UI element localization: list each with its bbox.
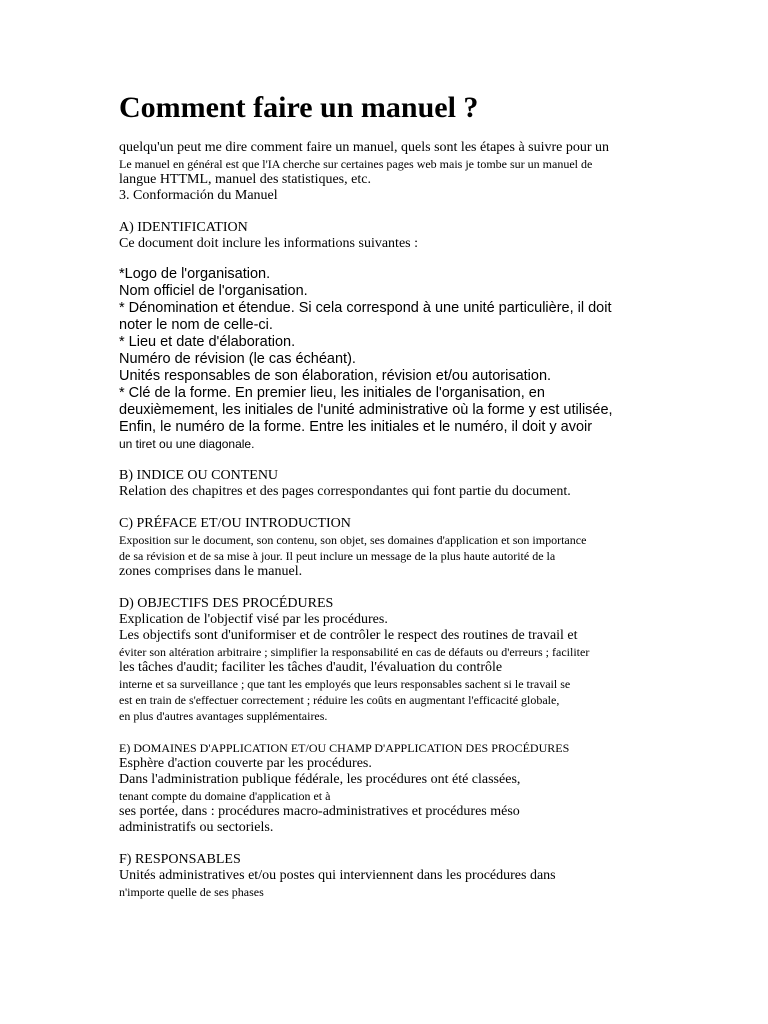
section-c-heading: C) PRÉFACE ET/OU INTRODUCTION [119, 516, 351, 531]
section-f-line: n'importe quelle de ses phases [119, 885, 264, 899]
section-a-line: Numéro de révision (le cas échéant). [119, 351, 356, 367]
section-d-line: en plus d'autres avantages supplémentaires. [119, 709, 328, 723]
section-d-line: Les objectifs sont d'uniformiser et de contrôler le respect des routines de travail et [119, 628, 578, 643]
section-d-heading: D) OBJECTIFS DES PROCÉDURES [119, 596, 334, 611]
section-c-line: Exposition sur le document, son contenu, son objet, ses domaines d'application et son importance [119, 533, 587, 547]
section-f-line: Unités administratives et/ou postes qui interviennent dans les procédures dans [119, 868, 556, 883]
section-a-line: Unités responsables de son élaboration, révision et/ou autorisation. [119, 368, 552, 384]
section-a-line: * Dénomination et étendue. Si cela correspond à une unité particulière, il doit [119, 300, 612, 316]
section-d-line: éviter son altération arbitraire ; simplifier la responsabilité en cas de défauts ou d'erreurs ; faciliter [119, 645, 590, 659]
section-b-heading: B) INDICE OU CONTENU [119, 468, 279, 483]
section-a-line: noter le nom de celle-ci. [119, 317, 273, 333]
section-f-heading: F) RESPONSABLES [119, 852, 241, 867]
section-a-line: * Clé de la forme. En premier lieu, les initiales de l'organisation, en [119, 385, 545, 401]
section-a-lead: Ce document doit inclure les informations suivantes : [119, 236, 418, 251]
section-a-heading: A) IDENTIFICATION [119, 220, 248, 235]
section-a-line: * Lieu et date d'élaboration. [119, 334, 296, 350]
section-e-line: tenant compte du domaine d'application et à [119, 789, 331, 803]
section-e-line: administratifs ou sectoriels. [119, 820, 274, 835]
section-c-line: zones comprises dans le manuel. [119, 564, 303, 579]
section-d-line: est en train de s'effectuer correctement ; réduire les coûts en augmentant l'efficacité globale, [119, 693, 560, 707]
section-e-heading: E) DOMAINES D'APPLICATION ET/OU CHAMP D'APPLICATION DES PROCÉDURES [119, 741, 570, 755]
page-title: Comment faire un manuel ? [119, 91, 479, 124]
intro-line-3: langue HTTML, manuel des statistiques, etc. [119, 172, 371, 187]
section-b-line: Relation des chapitres et des pages correspondantes qui font partie du document. [119, 484, 571, 499]
intro-line-4: 3. Conformación du Manuel [119, 188, 278, 203]
section-a-tail: un tiret ou une diagonale. [119, 437, 255, 451]
section-e-line: Esphère d'action couverte par les procédures. [119, 756, 372, 771]
intro-line-1: quelqu'un peut me dire comment faire un manuel, quels sont les étapes à suivre pour un [119, 140, 610, 155]
section-e-line: ses portée, dans : procédures macro-administratives et procédures méso [119, 804, 520, 819]
document-page [119, 88, 719, 900]
section-d-line: Explication de l'objectif visé par les procédures. [119, 612, 388, 627]
section-d-line: les tâches d'audit; faciliter les tâches d'audit, l'évaluation du contrôle [119, 660, 503, 675]
section-d-line: interne et sa surveillance ; que tant les employés que leurs responsables sachent si le travail se [119, 677, 571, 691]
section-a-line: Enfin, le numéro de la forme. Entre les initiales et le numéro, il doit y avoir [119, 419, 593, 435]
section-a-line: deuxièmement, les initiales de l'unité administrative où la forme y est utilisée, [119, 402, 613, 418]
section-e-line: Dans l'administration publique fédérale, les procédures ont été classées, [119, 772, 521, 787]
section-a-line: *Logo de l'organisation. [119, 266, 271, 282]
section-a-line: Nom officiel de l'organisation. [119, 283, 308, 299]
intro-line-2: Le manuel en général est que l'IA cherche sur certaines pages web mais je tombe sur un manuel de [119, 157, 593, 171]
section-c-line: de sa révision et de sa mise à jour. Il peut inclure un message de la plus haute autorité de la [119, 549, 556, 563]
